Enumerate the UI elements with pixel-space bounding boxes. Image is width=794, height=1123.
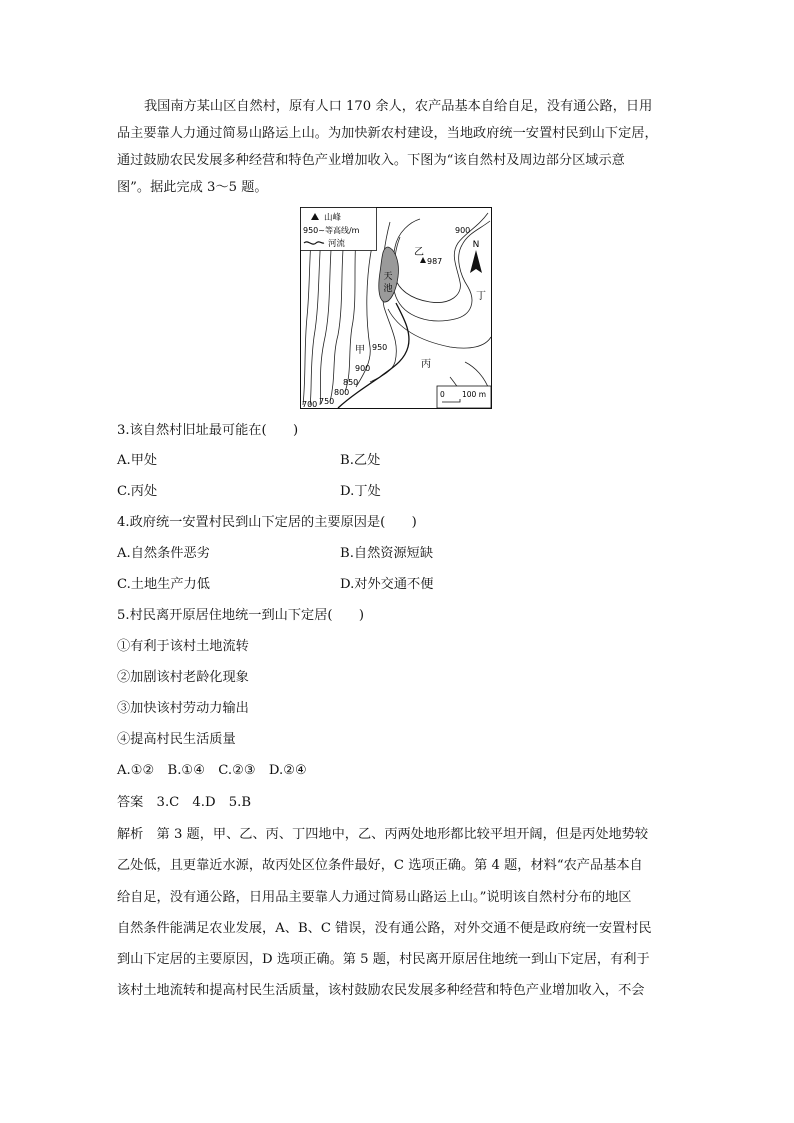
place-label-bing: 丙	[421, 359, 431, 370]
statement: ②加剧该村老龄化现象	[117, 670, 249, 685]
option-c: C.土地生产力低	[117, 577, 210, 592]
analysis-line: 该村土地流转和提高村民生活质量，该村鼓励农民发展多种经营和特色产业增加收入，不会	[117, 983, 645, 999]
analysis-line: 给自足，没有通公路，日用品主要靠人力通过简易山路运上山。”说明该自然村分布的地区	[117, 889, 632, 905]
intro-line: 我国南方某山区自然村，原有人口 170 余人，农产品基本自给自足，没有通公路，日用	[144, 99, 653, 114]
statement: ①有利于该村土地流转	[117, 639, 249, 654]
contour-label: 900	[355, 364, 371, 373]
legend-peak-label: 山峰	[324, 213, 342, 223]
contour-label: 800	[334, 388, 350, 397]
contour-label: 750	[319, 397, 335, 406]
statement: ③加快该村劳动力输出	[117, 701, 249, 716]
contour-label: 950	[372, 343, 388, 352]
analysis-paragraph	[117, 819, 680, 1007]
place-label-yi: 乙	[414, 247, 424, 258]
analysis-line: 到山下定居的主要原因，D 选项正确。第 5 题，村民离开原居住地统一到山下定居，有利于	[117, 952, 650, 968]
analysis-line: 自然条件能满足农业发展，A、B、C 错误，没有通公路，对外交通不便是政府统一安置村民	[117, 920, 652, 936]
legend-river-label: 河流	[328, 239, 346, 249]
analysis-line: 乙处低，且更靠近水源，故丙处区位条件最好，C 选项正确。第 4 题，材料“农产品基本自	[117, 858, 643, 874]
option-c: C.丙处	[117, 484, 158, 499]
lake-label: 池	[383, 284, 393, 294]
question-5-stem: 5.村民离开原居住地统一到山下定居( )	[117, 608, 365, 623]
peak-elevation: 987	[427, 257, 443, 266]
scale-bar	[437, 386, 491, 408]
legend-contour-label: 950~等高线/m	[303, 226, 360, 235]
question-5-options: A.①② B.①④ C.②③ D.②④	[117, 763, 307, 778]
contour-label: 850	[343, 378, 359, 387]
option-a: A.自然条件恶劣	[117, 546, 210, 561]
option-b: B.乙处	[340, 453, 381, 468]
answer-line: 答案 3.C 4.D 5.B	[117, 795, 252, 810]
intro-line: 通过鼓励农民发展多种经营和特色产业增加收入。下图为“该自然村及周边部分区域示意	[117, 153, 625, 168]
place-label-jia: 甲	[355, 345, 365, 356]
intro-line: 图”。据此完成 3～5 题。	[117, 180, 268, 195]
statement: ④提高村民生活质量	[117, 732, 236, 747]
lake-label: 天	[383, 272, 393, 282]
contour-label: 700	[302, 400, 318, 409]
scale-distance: 100 m	[462, 390, 487, 399]
question-3-stem: 3.该自然村旧址最可能在( )	[117, 423, 299, 438]
option-d: D.对外交通不便	[340, 577, 434, 592]
analysis-line: 解析 第 3 题，甲、乙、丙、丁四地中，乙、丙两处地形都比较平坦开阔，但是丙处地势较	[117, 827, 649, 842]
question-4-stem: 4.政府统一安置村民到山下定居的主要原因是( )	[117, 515, 417, 530]
place-label-ding: 丁	[476, 291, 486, 302]
option-b: B.自然资源短缺	[340, 546, 434, 561]
scale-zero: 0	[440, 390, 445, 399]
intro-line: 品主要靠人力通过简易山路运上山。为加快新农村建设，当地政府统一安置村民到山下定居，	[117, 126, 658, 141]
village-contour-map	[300, 207, 492, 409]
north-label: N	[472, 240, 480, 250]
option-a: A.甲处	[117, 453, 158, 468]
map-legend	[301, 208, 377, 251]
intro-paragraph	[117, 93, 680, 201]
option-d: D.丁处	[340, 484, 381, 499]
contour-label: 900	[455, 226, 471, 235]
